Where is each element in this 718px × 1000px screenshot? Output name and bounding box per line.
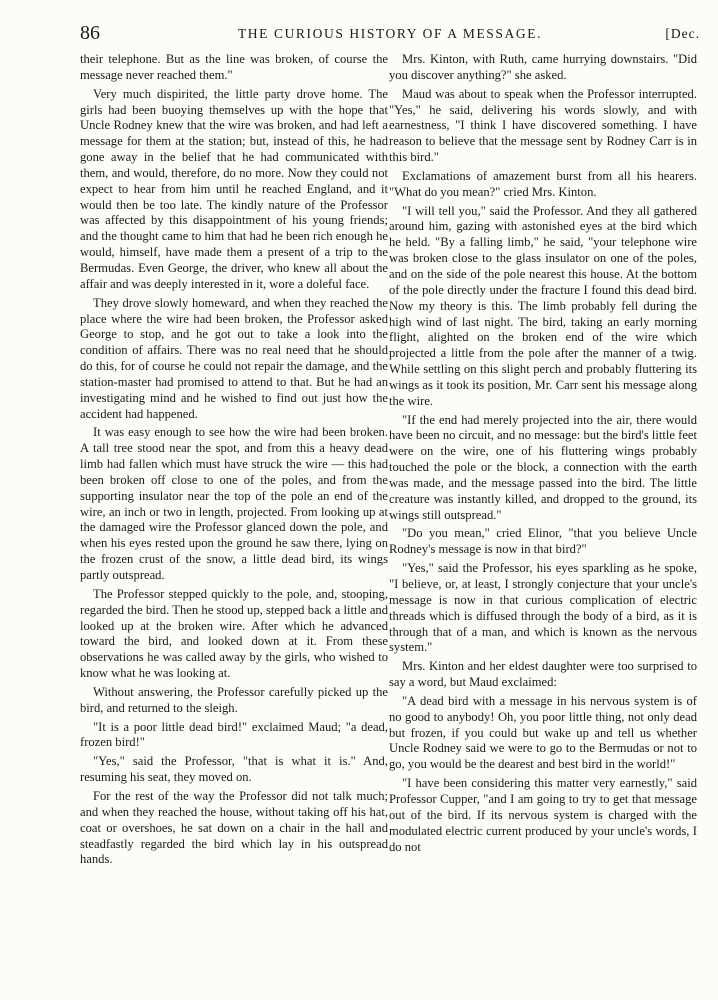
paragraph: "A dead bird with a message in his nervous system is of no good to anybody! Oh, you poor little thing, not only dead but frozen, if you could but wake up and tell us whether Uncle Rodney said we were to go to the Bermudas or not to go, you would be the dearest and best bird in the world!"	[389, 693, 697, 772]
page-header	[80, 22, 700, 48]
paragraph: Maud was about to speak when the Professor interrupted. "Yes," he said, delivering his words slowly, and with earnestness, "I think I have discovered something. I have reason to believe that the message sent by Rodney Carr is in this bird."	[389, 86, 697, 165]
left-column	[80, 52, 388, 982]
paragraph: Exclamations of amazement burst from all his hearers. "What do you mean?" cried Mrs. Kinton.	[389, 168, 697, 199]
paragraph: Mrs. Kinton and her eldest daughter were too surprised to say a word, but Maud exclaimed:	[389, 659, 697, 690]
paragraph: "If the end had merely projected into the air, there would have been no circuit, and no message: but the bird's little feet were on the wire, one of his fluttering wings probably touched the pole or the block, a connection with the earth was made, and the message passed into the bird. The little creature was instantly killed, and dropped to the ground, its wings still outspread."	[389, 412, 697, 522]
paragraph: They drove slowly homeward, and when they reached the place where the wire had been broken, the Professor asked George to stop, and he got out to take a look into the condition of affairs. There was no real need that he should do this, for of course he could not repair the damage, and the station-master had promised to attend to that. But he had an investigating mind and he wished to find out just how the accident had happened.	[80, 295, 388, 421]
paragraph: It was easy enough to see how the wire had been broken. A tall tree stood near the spot, and from this a heavy dead limb had fallen which must have struck the wire — this had been broken off close to one of the poles, and from the supporting insulator near the top of the pole an end of the wire, an inch or two in length, projected. From looking up at the damaged wire the Professor glanced down the pole, and when his eyes rested upon the ground he saw there, lying on the frozen crust of the snow, a little dead bird, its wings partly outspread.	[80, 425, 388, 582]
paragraph: "I will tell you," said the Professor. And they all gathered around him, gazing with astonished eyes at the bird which he held. "By a falling limb," he said, "your telephone wire was broken close to the glass insulator on one of the poles, and on the side of the pole nearest this house. At the bottom of the pole directly under the fracture I found this dead bird. Now my theory is this. The limb probably fell during the high wind of last night. The bird, taking an early morning flight, alighted on the broken end of the wire which projected a little from the pole after the manner of a twig. While settling on this slight perch and probably fluttering its wings as it took its position, Mr. Carr sent his message along the wire.	[389, 203, 697, 408]
right-column	[389, 52, 697, 982]
paragraph: The Professor stepped quickly to the pole, and, stooping, regarded the bird. Then he stood up, stepped back a little and looked up at the broken wire. After which he advanced toward the bird, and looked down at it. From these observations he was called away by the girls, who wished to know what he was looking at.	[80, 586, 388, 681]
paragraph: For the rest of the way the Professor did not talk much; and when they reached the house, without taking off his hat, coat or overshoes, he sat down on a chair in the hall and steadfastly regarded the bird which lay in his outspread hands.	[80, 788, 388, 867]
paragraph: "It is a poor little dead bird!" exclaimed Maud; "a dead, frozen bird!"	[80, 719, 388, 750]
issue-month: [Dec.	[665, 26, 700, 41]
page-number: 86	[80, 22, 100, 44]
paragraph: their telephone. But as the line was broken, of course the message never reached them."	[80, 52, 388, 82]
paragraph: Without answering, the Professor carefully picked up the bird, and returned to the sleigh.	[80, 684, 388, 715]
paragraph: Very much dispirited, the little party drove home. The girls had been buoying themselves up with the hope that Uncle Rodney knew that the wire was broken, and had left a message for them at the station; but, instead of this, he had gone away in the belief that he had communicated with them, and would, therefore, do no more. Now they could not expect to hear from him until he reached England, and it would then be too late. The kindly nature of the Professor was affected by this disappointment of his young friends; and the thought came to him that had he been rich enough he would, himself, have made them a present of a trip to the Bermudas. Even George, the driver, who knew all about the affair and was deeply interested in it, wore a doleful face.	[80, 86, 388, 291]
paragraph: "Yes," said the Professor, his eyes sparkling as he spoke, "I believe, or, at least, I strongly conjecture that your uncle's message is now in that curious complication of electric threads which is diffused through the body of a bird, as it is through that of a man, and which is known as the nervous system."	[389, 561, 697, 655]
running-title: THE CURIOUS HISTORY OF A MESSAGE.	[237, 26, 543, 41]
paragraph: Mrs. Kinton, with Ruth, came hurrying downstairs. "Did you discover anything?" she asked.	[389, 52, 697, 82]
paragraph: "Do you mean," cried Elinor, "that you believe Uncle Rodney's message is now in that bird?"	[389, 526, 697, 557]
paragraph: "Yes," said the Professor, "that is what it is." And, resuming his seat, they moved on.	[80, 754, 388, 785]
paragraph: "I have been considering this matter very earnestly," said Professor Cupper, "and I am going to try to get that message out of the bird. If its nervous system is charged with the modulated electric current produced by your uncle's words, I do not	[389, 776, 697, 854]
